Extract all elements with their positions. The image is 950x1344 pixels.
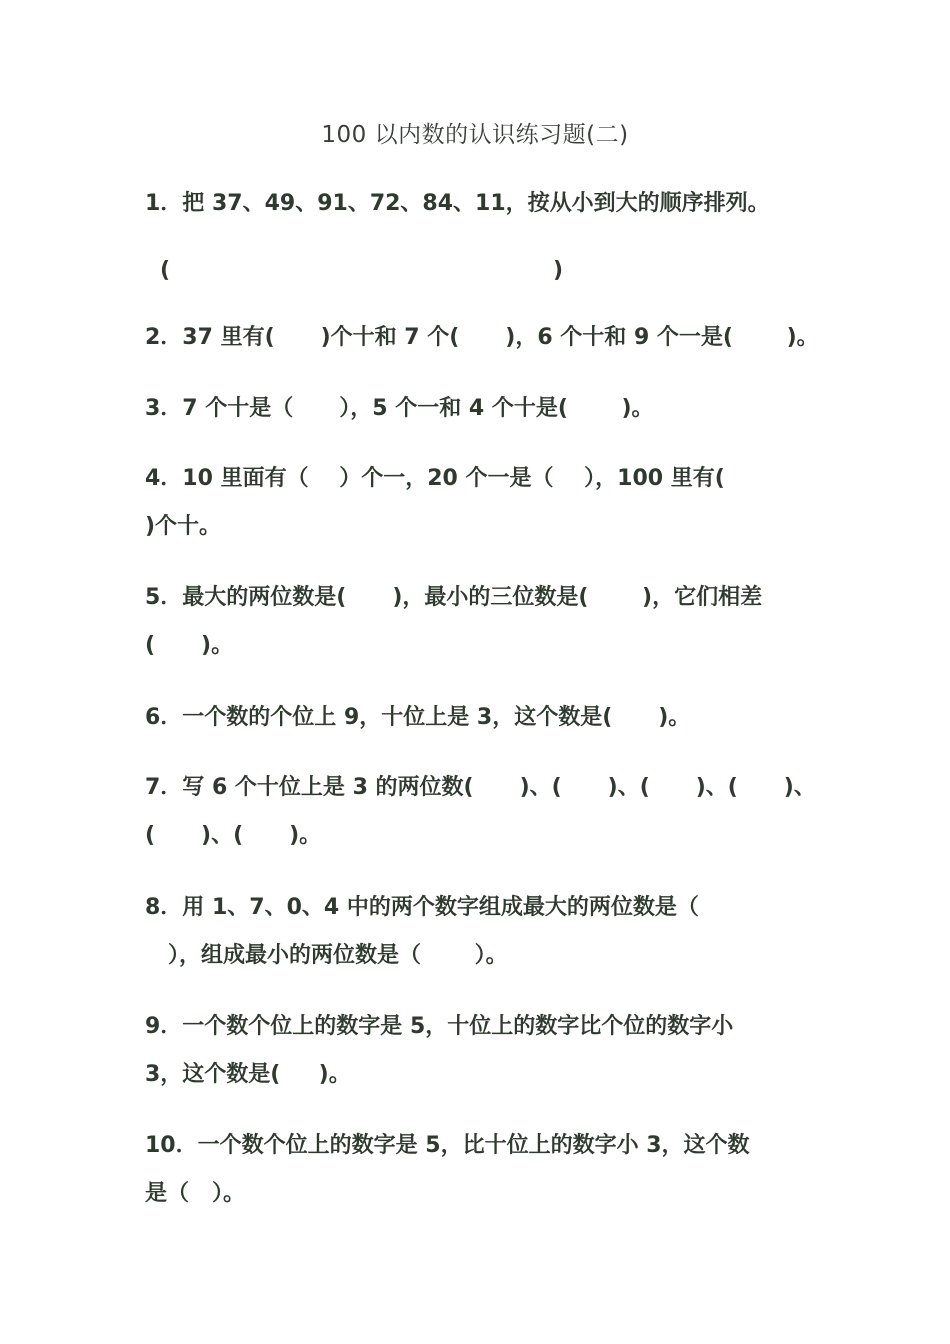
question-6 [145, 694, 825, 742]
question-4-line-1: 4．10 里面有（ ）个一，20 个一是（ ），100 里有( [145, 466, 725, 491]
question-7 [145, 764, 825, 860]
question-9-line-2: 3，这个数是( )。 [145, 1062, 351, 1087]
question-9 [145, 1003, 825, 1099]
question-1-answer-blank [160, 247, 840, 295]
question-8 [145, 884, 825, 980]
question-5-line-2: ( )。 [145, 633, 234, 658]
question-9-line-1: 9．一个数个位上的数字是 5，十位上的数字比个位的数字小 [145, 1014, 734, 1039]
question-6-text: 6．一个数的个位上 9，十位上是 3，这个数是( )。 [145, 705, 691, 730]
question-10-line-2: 是（ ）。 [145, 1181, 245, 1206]
question-5-line-1: 5．最大的两位数是( )，最小的三位数是( )，它们相差 [145, 585, 763, 610]
question-4 [145, 455, 825, 551]
question-3-text: 3．7 个十是（ ），5 个一和 4 个十是( )。 [145, 396, 654, 421]
question-10 [145, 1122, 825, 1218]
page-title: 100 以内数的认识练习题(二) [321, 122, 629, 148]
question-7-line-1: 7．写 6 个十位上是 3 的两位数( )、( )、( )、( )、 [145, 775, 816, 800]
question-7-line-2: ( )、( )。 [145, 823, 322, 848]
question-2 [145, 314, 825, 362]
question-3 [145, 385, 825, 433]
question-1-text: 1．把 37、49、91、72、84、11，按从小到大的顺序排列。 [145, 191, 770, 216]
question-4-line-2: )个十。 [145, 514, 222, 539]
question-8-line-1: 8．用 1、7、0、4 中的两个数字组成最大的两位数是（ [145, 895, 699, 920]
answer-blank-parentheses: ( ) [160, 258, 564, 283]
question-1 [145, 180, 825, 228]
question-5 [145, 574, 825, 670]
question-8-line-2: ），组成最小的两位数是（ ）。 [145, 943, 508, 968]
question-10-line-1: 10．一个数个位上的数字是 5，比十位上的数字小 3，这个数 [145, 1133, 750, 1158]
question-2-text: 2．37 里有( )个十和 7 个( )，6 个十和 9 个一是( )。 [145, 325, 819, 350]
